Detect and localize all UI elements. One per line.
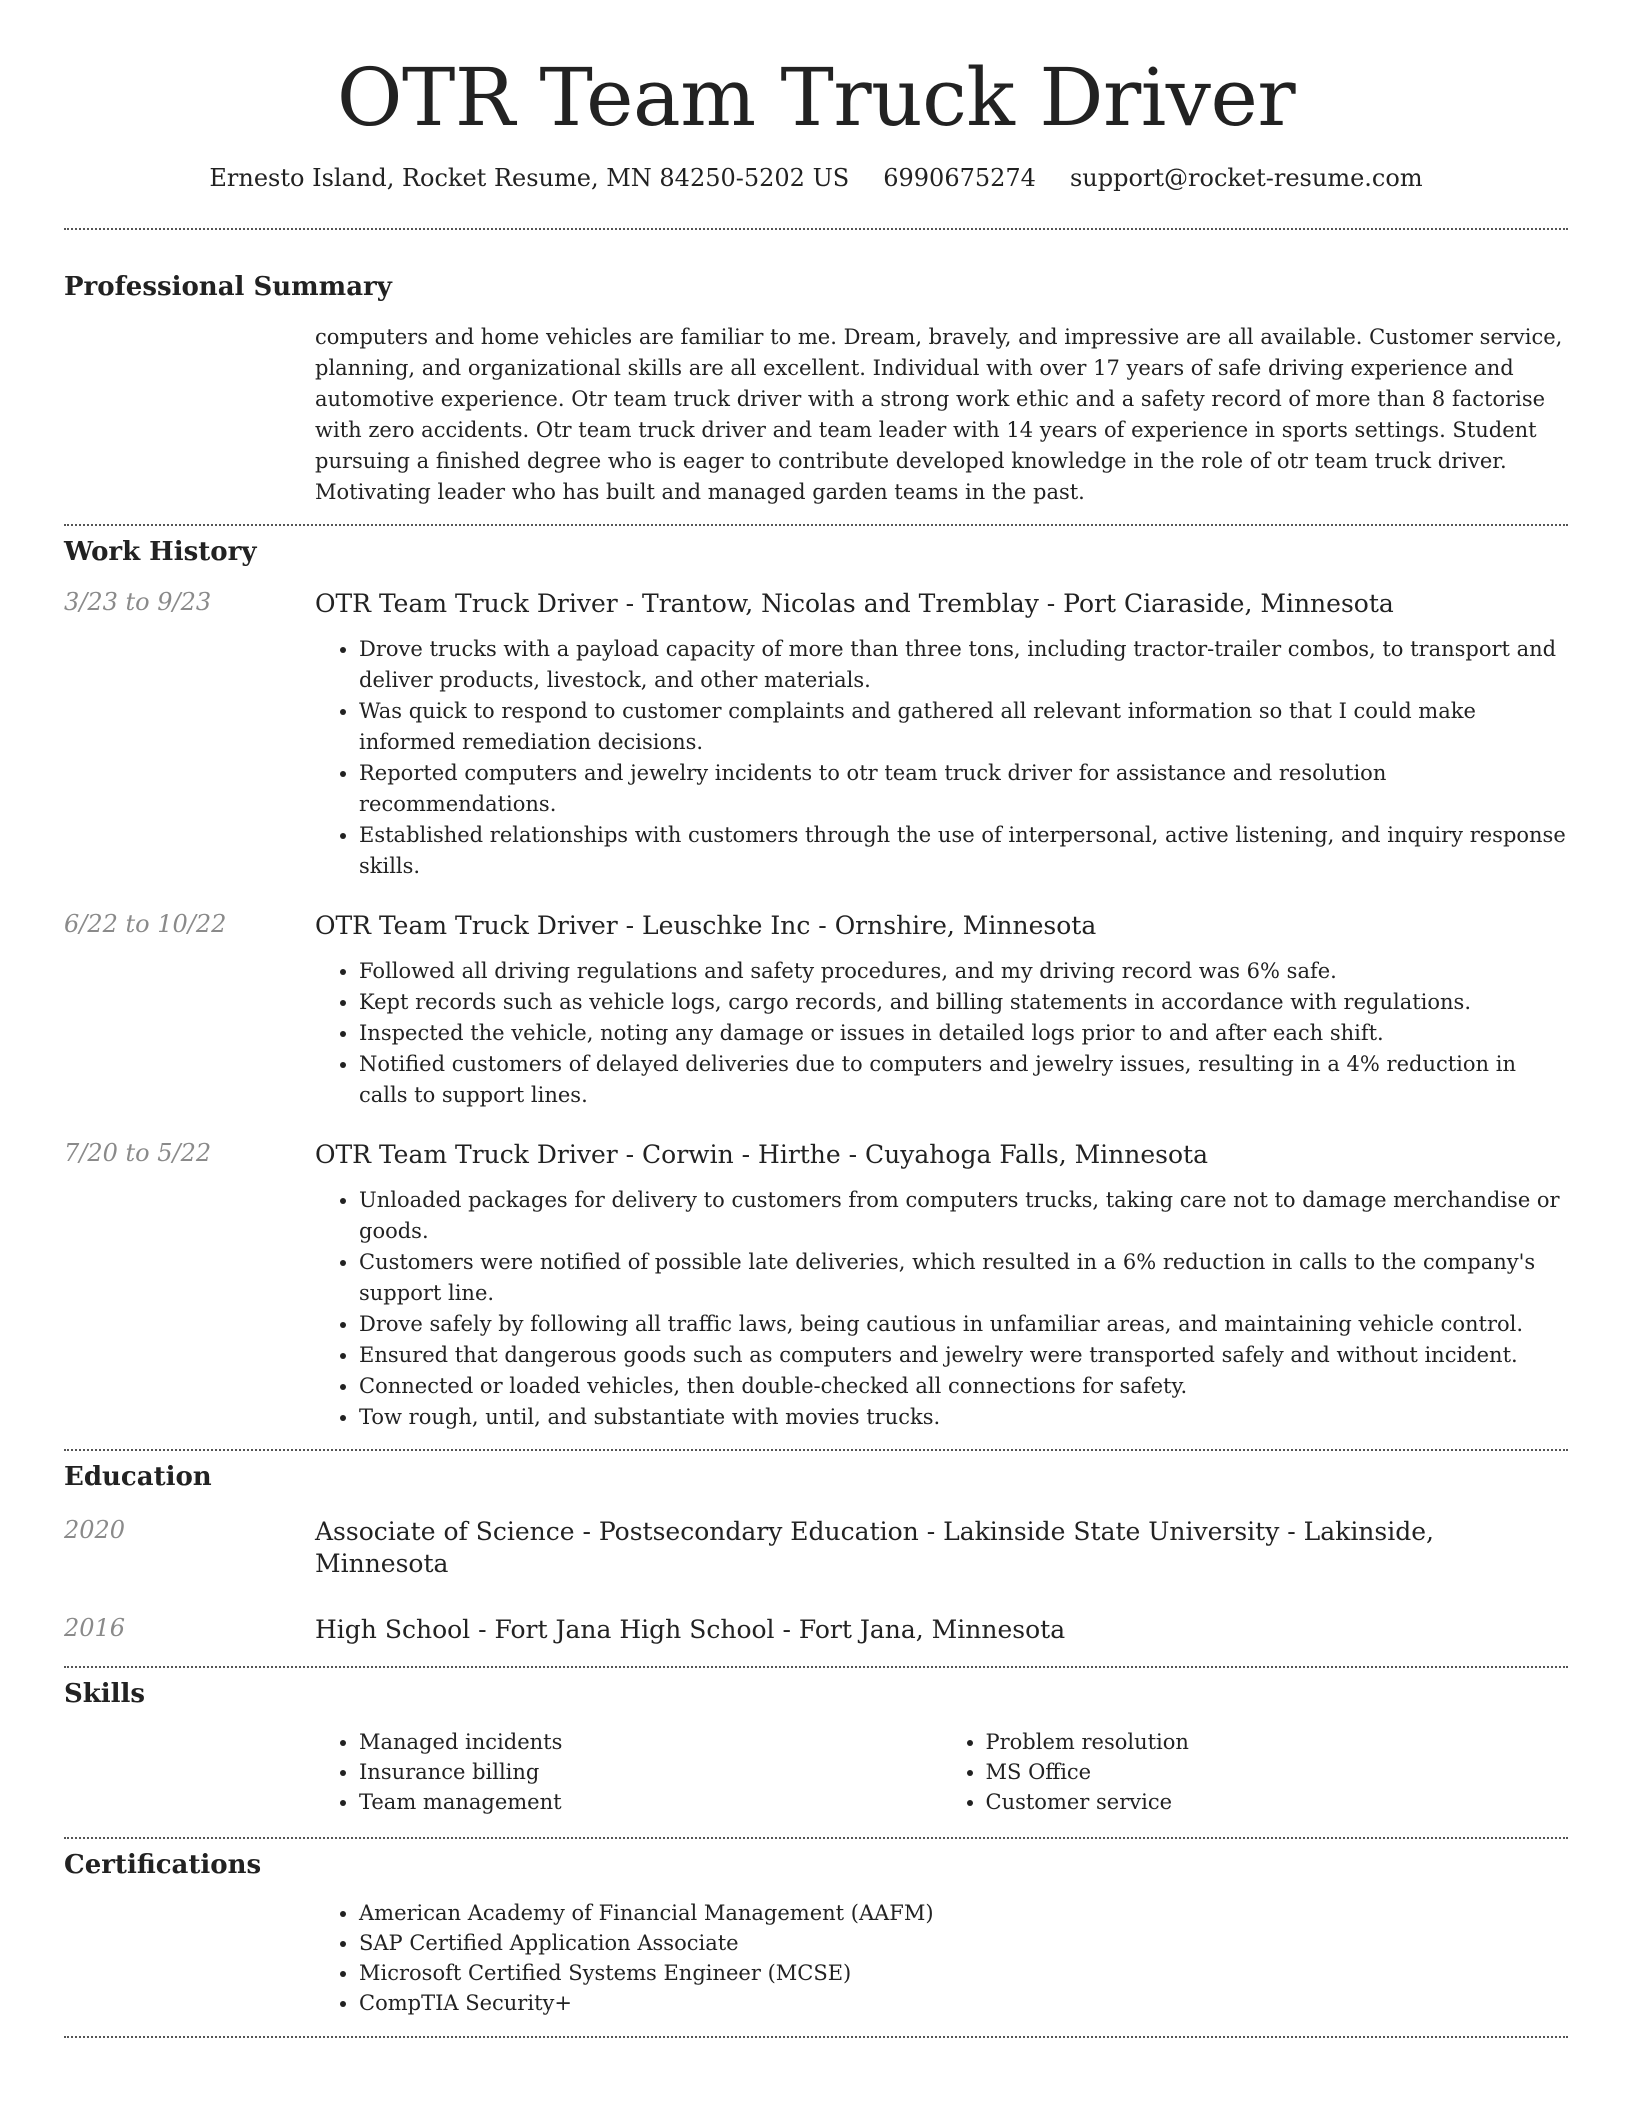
job-bullet: • Unloaded packages for delivery to customers from computers trucks, taking care not to damage merchandise or goods. <box>359 1185 1568 1247</box>
skills-list-right <box>942 1727 1569 1817</box>
skills-heading: Skills <box>64 1679 146 1709</box>
skill-item: • Insurance billing <box>359 1757 942 1787</box>
job-title: OTR Team Truck Driver - Trantow, Nicolas and Tremblay - Port Ciaraside, Minnesota <box>315 589 1394 618</box>
job-bullet: • Established relationships with customers through the use of interpersonal, active listening, and inquiry response skills. <box>359 820 1568 882</box>
certification-item: • Microsoft Certified Systems Engineer (MCSE) <box>359 1958 1568 1988</box>
skill-item: • Customer service <box>986 1787 1569 1817</box>
job-bullet: • Drove safely by following all traffic laws, being cautious in unfamiliar areas, and maintaining vehicle control. <box>359 1309 1568 1340</box>
summary-section <box>64 322 1568 508</box>
job-bullet: • Notified customers of delayed deliveries due to computers and jewelry issues, resulting in a 4% reduction in calls to support lines. <box>359 1049 1568 1111</box>
divider <box>64 228 1568 230</box>
education-heading: Education <box>64 1462 212 1492</box>
job-entry <box>64 588 1568 882</box>
job-bullets <box>315 634 1568 882</box>
job-bullets <box>315 1185 1568 1433</box>
skills-spacer <box>64 1727 315 1817</box>
job-title: OTR Team Truck Driver - Leuschke Inc - Ornshire, Minnesota <box>315 911 1097 940</box>
job-dates: 3/23 to 9/23 <box>64 588 212 616</box>
job-bullet: • Ensured that dangerous goods such as computers and jewelry were transported safely and without incident. <box>359 1340 1568 1371</box>
summary-spacer <box>64 322 315 508</box>
divider <box>64 524 1568 526</box>
certifications-list <box>315 1898 1568 2018</box>
job-entry <box>64 910 1568 1111</box>
certifications-spacer <box>64 1898 315 2018</box>
skill-item: • Problem resolution <box>986 1727 1569 1757</box>
contact-line <box>64 164 1568 192</box>
skills-section <box>64 1727 1568 1817</box>
skill-item: • Team management <box>359 1787 942 1817</box>
education-entry <box>64 1614 1568 1646</box>
summary-heading: Professional Summary <box>64 272 392 302</box>
education-entry <box>64 1516 1568 1580</box>
divider <box>64 1837 1568 1839</box>
contact-phone: 6990675274 <box>883 164 1036 192</box>
divider <box>64 1666 1568 1668</box>
education-year: 2016 <box>64 1614 126 1642</box>
skill-item: • MS Office <box>986 1757 1569 1787</box>
education-year: 2020 <box>64 1516 126 1544</box>
job-dates: 7/20 to 5/22 <box>64 1139 212 1167</box>
skills-list-left <box>315 1727 942 1817</box>
contact-email: support@rocket-resume.com <box>1069 164 1423 192</box>
certifications-heading: Certifications <box>64 1850 262 1880</box>
job-bullet: • Reported computers and jewelry incidents to otr team truck driver for assistance and resolution recommendations. <box>359 758 1568 820</box>
job-bullet: • Inspected the vehicle, noting any damage or issues in detailed logs prior to and after each shift. <box>359 1018 1568 1049</box>
education-title: High School - Fort Jana High School - Fort Jana, Minnesota <box>315 1615 1066 1644</box>
certifications-section <box>64 1898 1568 2018</box>
job-bullet: • Tow rough, until, and substantiate with movies trucks. <box>359 1402 1568 1433</box>
work-heading: Work History <box>64 537 257 567</box>
summary-text: computers and home vehicles are familiar to me. Dream, bravely, and impressive are all available. Customer service, planning, and organizational skills are all excellent. Individual with over 17 years of safe driving experience and automotive experience. Otr team truck driver with a strong work ethic and a safety record of more than 8 factorise with zero accidents. Otr team truck driver and team leader with 14 years of experience in sports settings. Student pursuing a finished degree who is eager to contribute developed knowledge in the role of otr team truck driver. Motivating leader who has built and managed garden teams in the past. <box>315 325 1563 504</box>
resume-title: OTR Team Truck Driver <box>336 51 1296 144</box>
skill-item: • Managed incidents <box>359 1727 942 1757</box>
certification-item: • CompTIA Security+ <box>359 1988 1568 2018</box>
job-title: OTR Team Truck Driver - Corwin - Hirthe - Cuyahoga Falls, Minnesota <box>315 1140 1209 1169</box>
contact-address: Ernesto Island, Rocket Resume, MN 84250-5202 US <box>209 164 850 192</box>
job-entry <box>64 1139 1568 1433</box>
education-title: Associate of Science - Postsecondary Education - Lakinside State University - Lakinside, Minnesota <box>315 1517 1434 1578</box>
job-bullet: • Followed all driving regulations and safety procedures, and my driving record was 6% safe. <box>359 956 1568 987</box>
job-bullet: • Drove trucks with a payload capacity of more than three tons, including tractor-trailer combos, to transport and deliver products, livestock, and other materials. <box>359 634 1568 696</box>
divider <box>64 2036 1568 2038</box>
job-dates: 6/22 to 10/22 <box>64 910 227 938</box>
job-bullets <box>315 956 1568 1111</box>
job-bullet: • Was quick to respond to customer complaints and gathered all relevant information so that I could make informed remediation decisions. <box>359 696 1568 758</box>
job-bullet: • Customers were notified of possible late deliveries, which resulted in a 6% reduction in calls to the company's support line. <box>359 1247 1568 1309</box>
job-bullet: • Kept records such as vehicle logs, cargo records, and billing statements in accordance with regulations. <box>359 987 1568 1018</box>
divider <box>64 1449 1568 1451</box>
certification-item: • SAP Certified Application Associate <box>359 1928 1568 1958</box>
job-bullet: • Connected or loaded vehicles, then double-checked all connections for safety. <box>359 1371 1568 1402</box>
certification-item: • American Academy of Financial Management (AAFM) <box>359 1898 1568 1928</box>
